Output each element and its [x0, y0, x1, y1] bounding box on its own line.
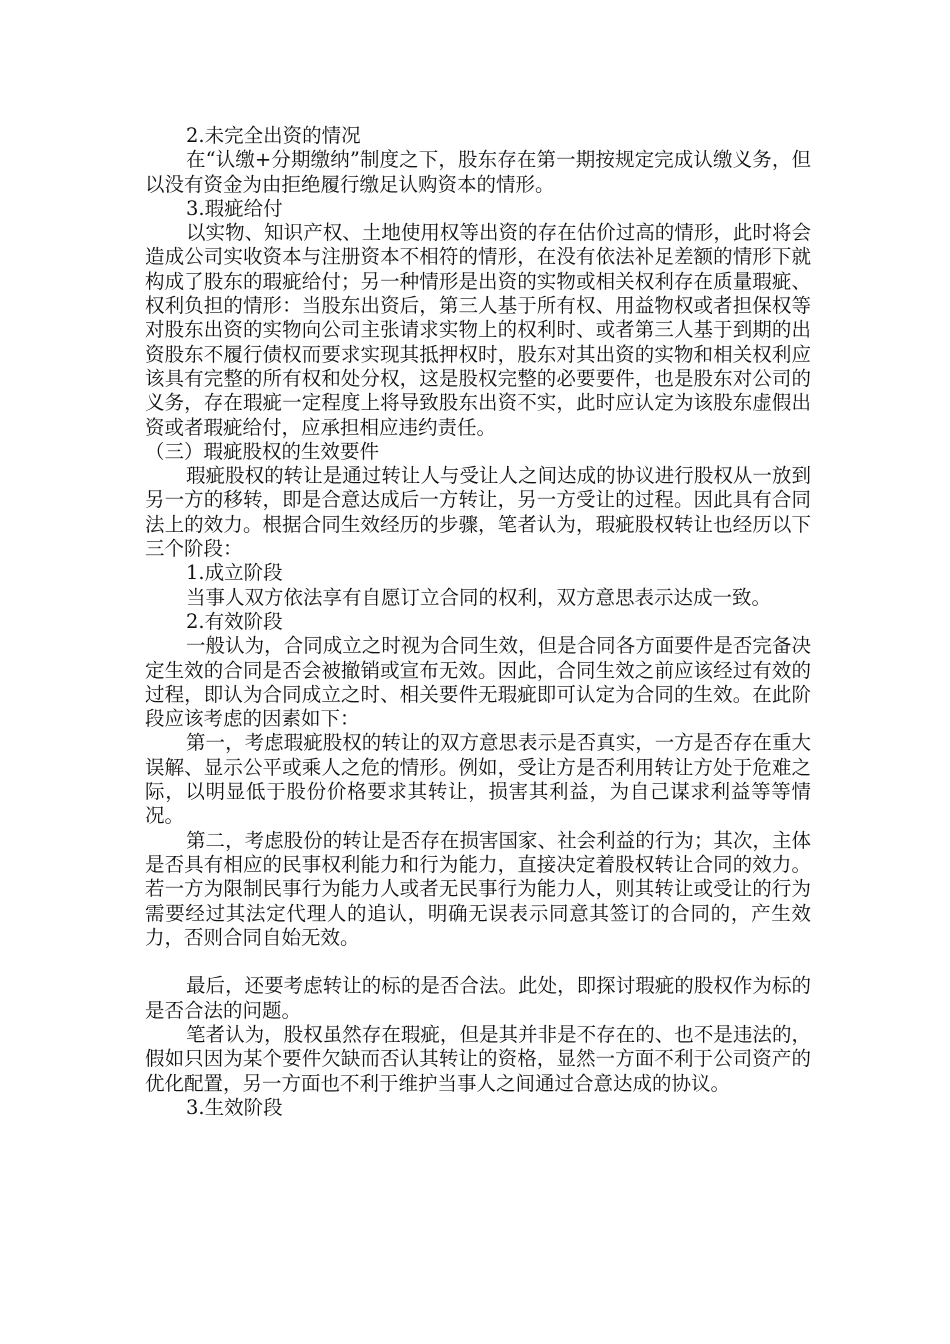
heading-validity-stage: 2.有效阶段: [186, 609, 283, 633]
section-heading-effective-elements: （三）瑕疵股权的生效要件: [145, 439, 380, 463]
blank-line: [145, 950, 811, 974]
paragraph-validity-stage: 一般认为，合同成立之时视为合同生效，但是合同各方面要件是否完备决定生效的合同是否会被撤销或宣布无效。因此，合同生效之前应该经过有效的过程，即认为合同成立之时、相关要件无瑕疵即可认定为合同的生效。在此阶段应该考虑的因素如下：: [145, 634, 811, 731]
paragraph-defective-delivery: 以实物、知识产权、土地使用权等出资的存在估价过高的情形，此时将会造成公司实收资本与注册资本不相符的情形，在没有依法补足差额的情形下就构成了股东的瑕疵给付；另一种情形是出资的实物或相关权利存在质量瑕疵、权利负担的情形：当股东出资后，第三人基于所有权、用益物权或者担保权等对股东出资的实物向公司主张请求实物上的权利时、或者第三人基于到期的出资股东不履行债权而要求实现其抵押权时，股东对其出资的实物和相关权利应该具有完整的所有权和处分权，这是股权完整的必要要件，也是股东对公司的义务，存在瑕疵一定程度上将导致股东出资不实，此时应认定为该股东虚假出资或者瑕疵给付，应承担相应违约责任。: [145, 221, 811, 439]
heading-incomplete-contribution: 2.未完全出资的情况: [186, 124, 361, 147]
paragraph-second-consideration: 第二，考虑股份的转让是否存在损害国家、社会利益的行为；其次，主体是否具有相应的民事权利能力和行为能力，直接决定着股权转让合同的效力。若一方为限制民事行为能力人或者无民事行为能力人，则其转让或受让的行为需要经过其法定代理人的追认，明确无误表示同意其签订的合同的，产生效力，否则合同自始无效。: [145, 828, 811, 949]
paragraph-equity-transfer-intro: 瑕疵股权的转让是通过转让人与受让人之间达成的协议进行股权从一放到另一方的移转，即是合意达成后一方转让，另一方受让的过程。因此具有合同法上的效力。根据合同生效经历的步骤，笔者认为，瑕疵股权转让也经历以下三个阶段：: [145, 464, 811, 561]
document-body: [145, 124, 811, 1120]
paragraph-finally-legality: 最后，还要考虑转让的标的是否合法。此处，即探讨瑕疵的股权作为标的是否合法的问题。: [145, 974, 811, 1022]
paragraph-first-consideration: 第一，考虑瑕疵股权的转让的双方意思表示是否真实，一方是否存在重大误解、显示公平或乘人之危的情形。例如，受让方是否利用转让方处于危难之际，以明显低于股份价格要求其转让，损害其利益，为自己谋求利益等等情况。: [145, 731, 811, 828]
paragraph-formation-stage: 当事人双方依法享有自愿订立合同的权利，双方意思表示达成一致。: [186, 585, 772, 609]
heading-formation-stage: 1.成立阶段: [186, 561, 283, 585]
paragraph-installment-payment: 在“认缴+分期缴纳”制度之下，股东存在第一期按规定完成认缴义务，但以没有资金为由拒绝履行缴足认购资本的情形。: [145, 148, 811, 196]
paragraph-author-opinion: 笔者认为，股权虽然存在瑕疵，但是其并非是不存在的、也不是违法的，假如只因为某个要件欠缺而否认其转让的资格，显然一方面不利于公司资产的优化配置，另一方面也不利于维护当事人之间通过合意达成的协议。: [145, 1022, 811, 1095]
heading-defective-delivery: 3.瑕疵给付: [186, 196, 283, 220]
heading-effective-stage: 3.生效阶段: [186, 1095, 283, 1119]
